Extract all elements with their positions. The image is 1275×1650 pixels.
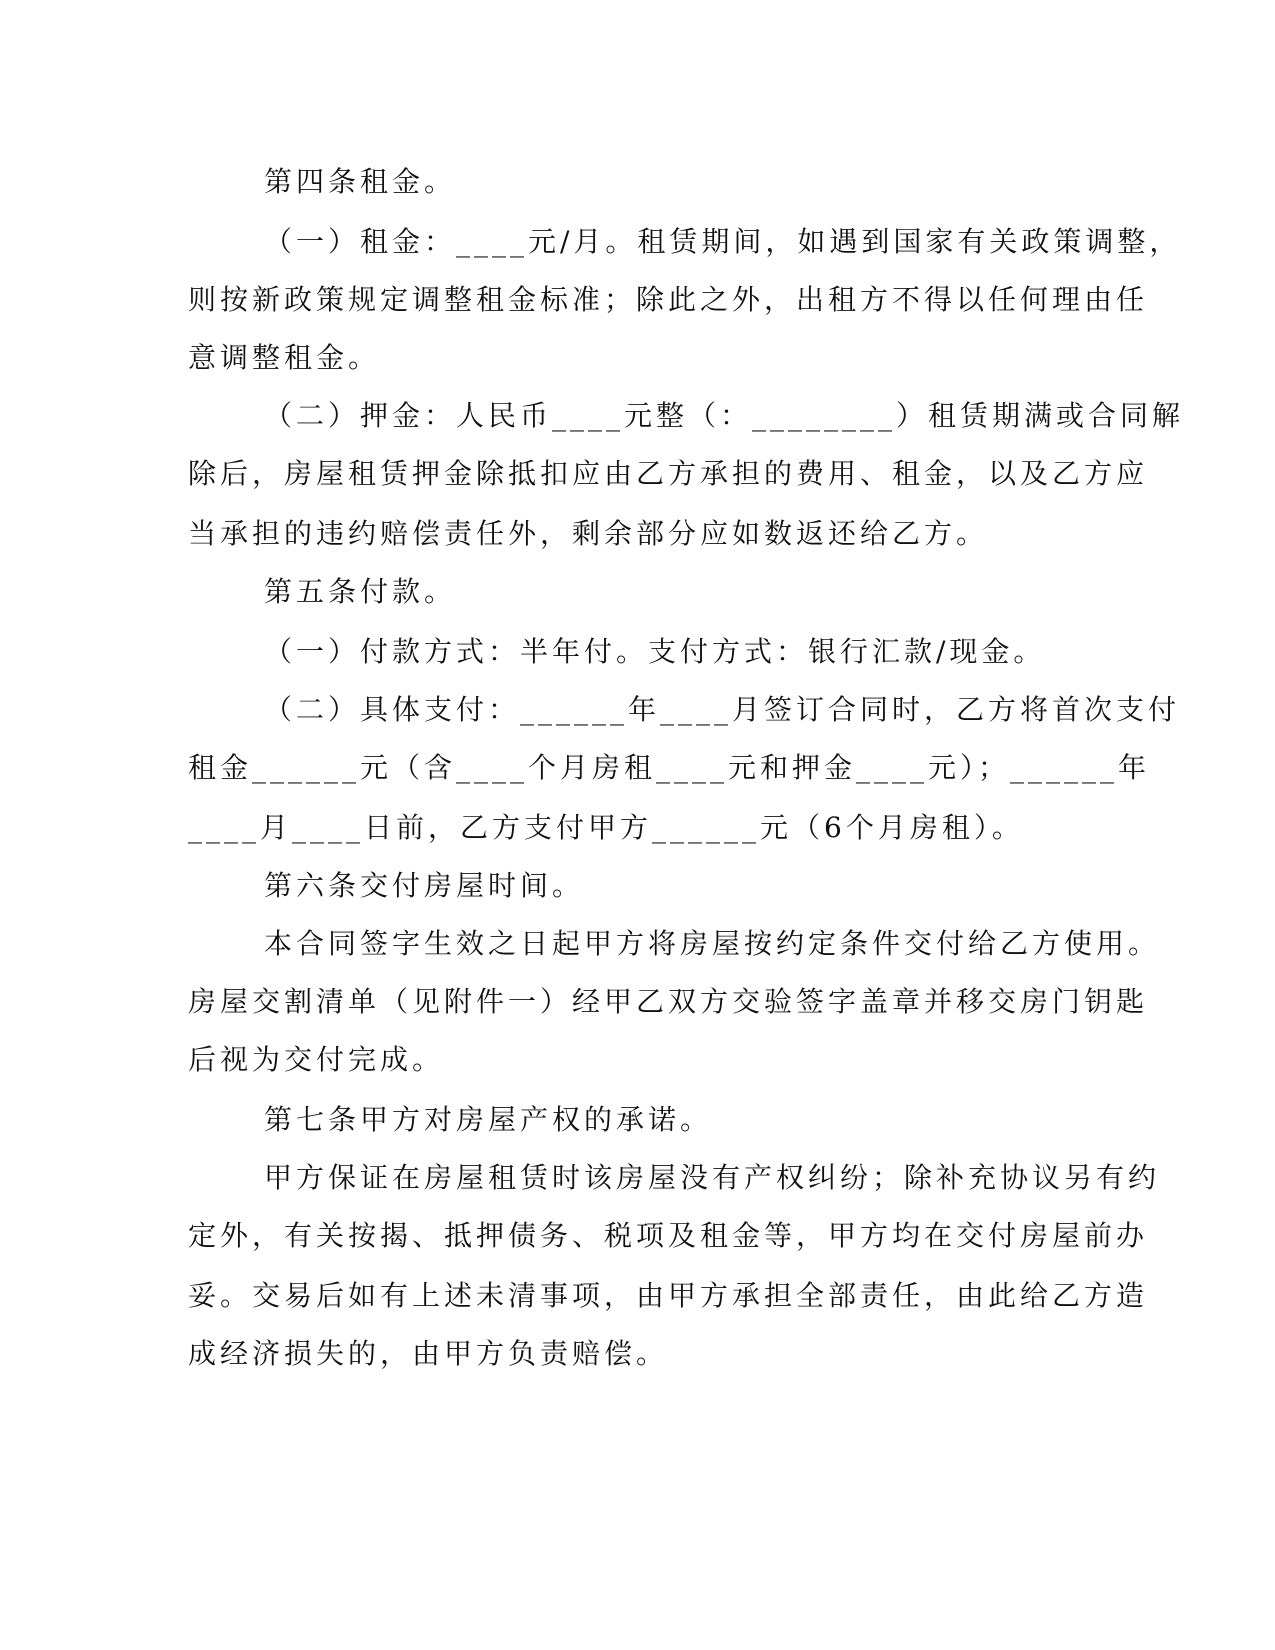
article-7-heading: 第七条甲方对房屋产权的承诺。 bbox=[264, 1103, 713, 1136]
paragraph-line: 当承担的违约赔偿责任外，剩余部分应如数返还给乙方。 bbox=[188, 517, 989, 550]
paragraph-line: （二）押金：人民币____元整（：________）租赁期满或合同解 bbox=[264, 399, 1185, 432]
article-6-heading: 第六条交付房屋时间。 bbox=[264, 869, 585, 902]
article-4-heading: 第四条租金。 bbox=[264, 165, 457, 198]
paragraph-line: 租金______元（含____个月房租____元和押金____元）；______年 bbox=[188, 751, 1151, 784]
paragraph-line: 妥。交易后如有上述未清事项，由甲方承担全部责任，由此给乙方造 bbox=[188, 1279, 1149, 1312]
paragraph-line: 成经济损失的，由甲方负责赔偿。 bbox=[188, 1337, 669, 1370]
paragraph-line: 甲方保证在房屋租赁时该房屋没有产权纠纷；除补充协议另有约 bbox=[264, 1161, 1161, 1194]
paragraph-line: （一）付款方式：半年付。支付方式：银行汇款/现金。 bbox=[264, 635, 1046, 668]
paragraph-line: ____月____日前，乙方支付甲方______元（6个月房租）。 bbox=[188, 811, 1024, 844]
paragraph-line: 本合同签字生效之日起甲方将房屋按约定条件交付给乙方使用。 bbox=[264, 927, 1161, 960]
article-5-heading: 第五条付款。 bbox=[264, 575, 457, 608]
paragraph-line: 意调整租金。 bbox=[188, 341, 381, 374]
paragraph-line: 除后，房屋租赁押金除抵扣应由乙方承担的费用、租金，以及乙方应 bbox=[188, 457, 1149, 490]
paragraph-line: 房屋交割清单（见附件一）经甲乙双方交验签字盖章并移交房门钥匙 bbox=[188, 985, 1149, 1018]
paragraph-line: （一）租金：____元/月。租赁期间，如遇到国家有关政策调整， bbox=[264, 225, 1182, 258]
paragraph-line: 定外，有关按揭、抵押债务、税项及租金等，甲方均在交付房屋前办 bbox=[188, 1219, 1149, 1252]
paragraph-line: 则按新政策规定调整租金标准；除此之外，出租方不得以任何理由任 bbox=[188, 283, 1149, 316]
paragraph-line: （二）具体支付：______年____月签订合同时，乙方将首次支付 bbox=[264, 693, 1181, 726]
paragraph-line: 后视为交付完成。 bbox=[188, 1043, 445, 1076]
